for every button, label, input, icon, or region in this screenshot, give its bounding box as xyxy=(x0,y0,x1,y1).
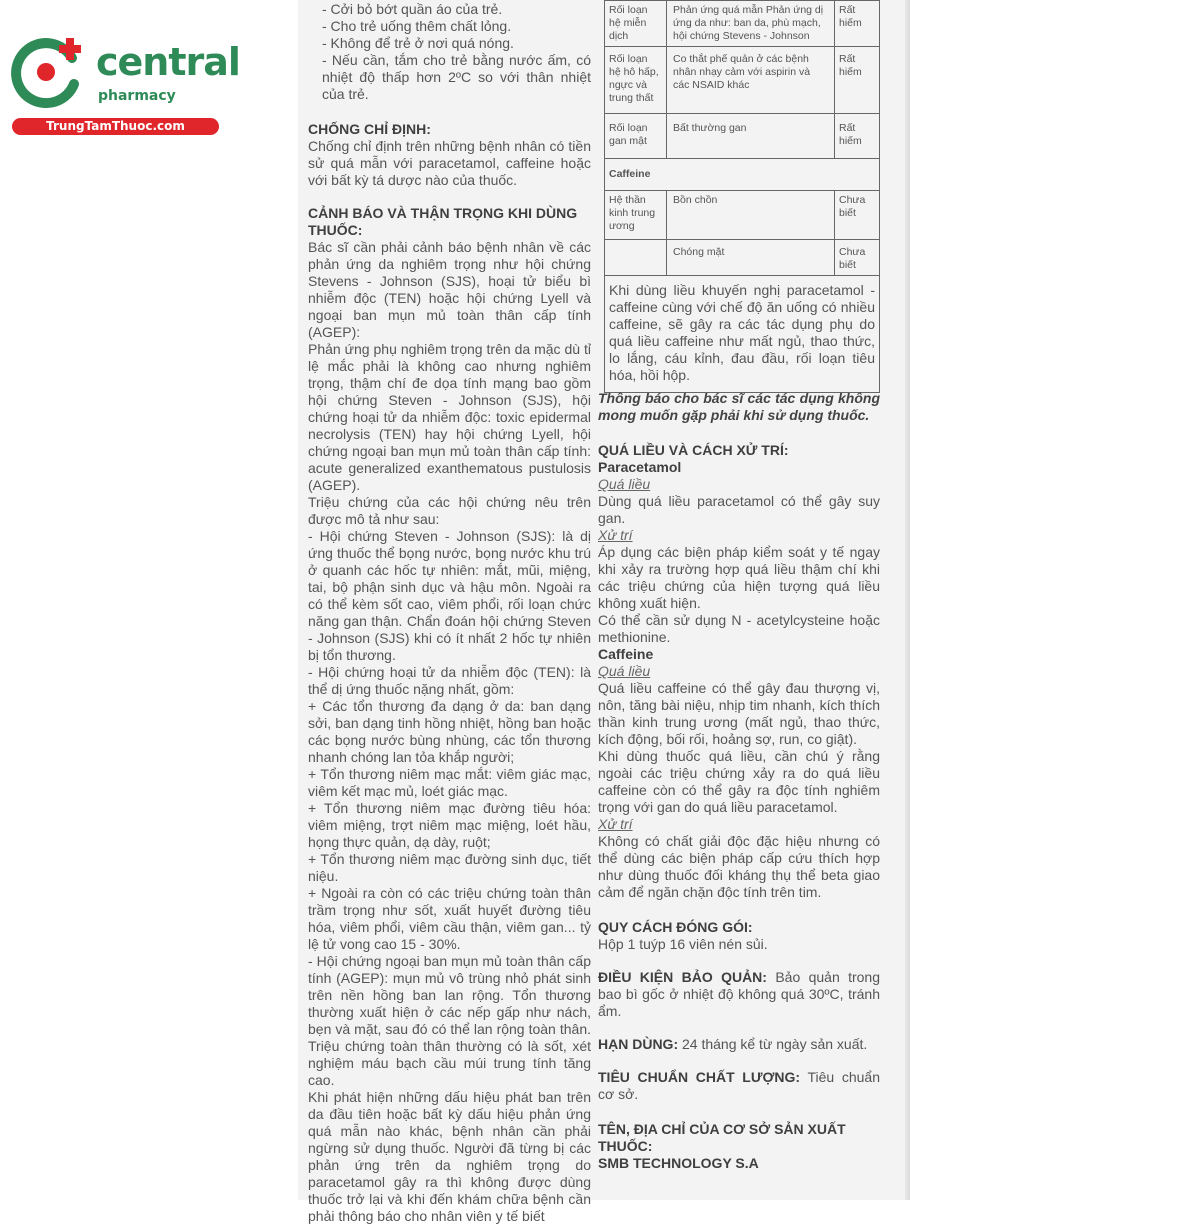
fever-item: - Cho trẻ uống thêm chất lỏng. xyxy=(322,18,512,34)
table-row-caffeine-header xyxy=(605,159,879,191)
table-cell-system: Rối loạn hệ miễn dịch xyxy=(605,1,667,46)
logo-subtitle: pharmacy xyxy=(98,88,176,104)
manufacturer-name: SMB TECHNOLOGY S.A xyxy=(598,1155,759,1171)
table-cell-frequency: Chưa biết xyxy=(839,194,866,219)
table-row xyxy=(605,191,879,240)
table-cell-reaction: Co thắt phế quản ở các bệnh nhân nhạy cảm với aspirin và các NSAID khác xyxy=(667,47,835,113)
warning-paragraph: - Hội chứng hoại tử da nhiễm độc (TEN): là thể dị ứng thuốc nặng nhất, gồm: xyxy=(308,664,591,697)
table-cell-system xyxy=(605,240,667,275)
logo-site-url[interactable]: TrungTamThuoc.com xyxy=(12,118,219,135)
table-row xyxy=(605,1,879,47)
storage-block xyxy=(598,969,880,1020)
warning-paragraph: Triệu chứng của các hội chứng nêu trên được mô tả như sau: xyxy=(308,494,591,527)
table-cell-reaction: Chóng mặt xyxy=(667,240,835,275)
warning-heading: CẢNH BÁO VÀ THẬN TRỌNG KHI DÙNG THUỐC: xyxy=(308,205,578,238)
overdose-heading: QUÁ LIỀU VÀ CÁCH XỬ TRÍ: xyxy=(598,442,789,458)
warning-paragraph: Bác sĩ cần phải cảnh báo bệnh nhân về các phản ứng da nghiêm trọng như hội chứng Stevens - Johnson (SJS), hoại tử biểu bì nhiễm độc (TEN) hoặc hội chứng Lyell và ngoại ban mụn mủ toàn thân cấp tính (AGEP): xyxy=(308,239,591,340)
expiry-block xyxy=(598,1036,880,1053)
treatment-sublabel: Xử trí xyxy=(598,527,633,543)
quality-text: Tiêu chuẩn cơ sở. xyxy=(598,1069,881,1102)
table-row xyxy=(605,114,879,159)
treatment-sublabel: Xử trí xyxy=(598,816,633,832)
expiry-text: 24 tháng kể từ ngày sản xuất. xyxy=(682,1036,868,1052)
table-cell-reaction: Phản ứng quá mẫn Phản ứng dị ứng da như: ban da, phù mạch, hội chứng Stevens - Johnson xyxy=(667,1,835,46)
left-column xyxy=(308,0,591,1225)
paracetamol-treatment-text: Có thể cần sử dụng N - acetylcysteine hoặc methionine. xyxy=(598,612,880,645)
warning-paragraph: Khi phát hiện những dấu hiệu phát ban trên da đầu tiên hoặc bất kỳ dấu hiệu phản ứng quá mẫn nào khác, bệnh nhân cần phải ngừng sử dụng thuốc. Người đã từng bị các phản ứng trên da nghiêm trọng do paracetamol gây ra thì không được dùng thuốc trở lại và khi đến khám chữa bệnh cần phải thông báo cho nhân viên y tế biết xyxy=(308,1089,591,1224)
caffeine-overdose-text: Khi dùng thuốc quá liều, cần chú ý rằng ngoài các triệu chứng xảy ra do quá liều caffeine còn có thể gây ra độc tính nghiêm trọng với gan do quá liều paracetamol. xyxy=(598,748,880,815)
table-row xyxy=(605,240,879,276)
table-caffeine-label: Caffeine xyxy=(609,168,651,180)
warning-paragraph: Phản ứng phụ nghiêm trọng trên da mặc dù tỉ lệ mắc phải là không cao nhưng nghiêm trọng, thậm chí đe dọa tính mạng bao gồm hội chứng Steven - Johnson (SJS), hội chứng hoại tử da nhiễm độc: toxic epidermal necrolysis (TEN) hay hội chứng Lyell, hội chứng ngoại ban mụn mủ toàn thân cấp tính: acute generalized exanthematous pustulosis (AGEP). xyxy=(308,341,591,493)
storage-heading: ĐIỀU KIỆN BẢO QUẢN: xyxy=(598,969,767,985)
paracetamol-overdose-text: Dùng quá liều paracetamol có thể gây suy gan. xyxy=(598,493,880,526)
table-cell-frequency: Chưa biết xyxy=(839,246,866,271)
side-effects-table xyxy=(604,0,880,393)
paracetamol-treatment-text: Áp dụng các biện pháp kiểm soát y tế ngay khi xảy ra trường hợp quá liều thậm chí khi các triệu chứng của hiện tượng quá liều không xuất hiện. xyxy=(598,544,880,611)
warning-paragraph: + Tổn thương niêm mạc mắt: viêm giác mạc, viêm kết mạc mủ, loét giác mạc. xyxy=(308,766,591,799)
pharmacy-logo-icon xyxy=(10,36,88,108)
central-pharmacy-logo xyxy=(10,36,240,136)
warning-paragraph: - Hội chứng Steven - Johnson (SJS): là dị ứng thuốc thể bọng nước, bọng nước khu trú ở quanh các hốc tự nhiên: mắt, mũi, miệng, tai, bộ phận sinh dục và hậu môn. Ngoài ra có thể kèm sốt cao, viêm phổi, rối loạn chức năng gan thận. Chẩn đoán hội chứng Steven - Johnson (SJS) khi có ít nhất 2 hốc tự nhiên bị tổn thương. xyxy=(308,528,591,663)
logo-name: central xyxy=(96,40,240,84)
overdose-sublabel: Quá liều xyxy=(598,476,651,492)
table-cell-frequency: Rất hiếm xyxy=(839,122,862,147)
table-cell-frequency: Rất hiếm xyxy=(839,4,862,29)
table-cell-reaction: Bồn chồn xyxy=(667,191,835,239)
table-cell-system: Rối loạn hệ hô hấp, ngực và trung thất xyxy=(605,47,667,113)
notice-text: Thông báo cho bác sĩ các tác dụng không mong muốn gặp phải khi sử dụng thuốc. xyxy=(598,390,880,423)
table-cell-reaction: Bất thường gan xyxy=(667,114,835,158)
fever-item: - Nếu cần, tắm cho trẻ bằng nước ấm, có nhiệt độ thấp hơn 2ºC so với thân nhiệt của trẻ. xyxy=(322,52,591,102)
paracetamol-label: Paracetamol xyxy=(598,459,682,475)
warning-paragraph: - Hội chứng ngoại ban mụn mủ toàn thân cấp tính (AGEP): mụn mủ vô trùng nhỏ phát sinh trên nền hồng ban lan rộng. Tổn thương thường xuất hiện ở các nếp gấp như nách, bẹn và mặt, sau đó có thể lan rộng toàn thân. Triệu chứng toàn thân thường có là sốt, xét nghiệm máu bạch cầu múi trung tính tăng cao. xyxy=(308,953,591,1088)
paper-edge xyxy=(905,0,910,1200)
contraindication-heading: CHỐNG CHỈ ĐỊNH: xyxy=(308,121,431,137)
overdose-sublabel: Quá liều xyxy=(598,663,651,679)
warning-paragraph: + Ngoài ra còn có các triệu chứng toàn thân trầm trọng như sốt, xuất huyết đường tiêu hóa, viêm phổi, viêm cầu thận, viêm gan... tỷ lệ tử vong cao 15 - 30%. xyxy=(308,885,591,952)
packaging-heading: QUY CÁCH ĐÓNG GÓI: xyxy=(598,919,753,935)
fever-item: - Không để trẻ ở nơi quá nóng. xyxy=(322,35,514,51)
packaging-text: Hộp 1 tuýp 16 viên nén sủi. xyxy=(598,936,768,952)
table-row xyxy=(605,47,879,114)
manufacturer-heading: TÊN, ĐỊA CHỈ CỦA CƠ SỞ SẢN XUẤT THUỐC: xyxy=(598,1121,846,1154)
caffeine-label: Caffeine xyxy=(598,646,654,662)
warning-paragraph: + Các tổn thương đa dạng ở da: ban dạng sởi, ban dạng tinh hồng nhiệt, hồng ban hoặc các bọng nước bùng nhùng, các tổn thương nhanh chóng lan tỏa khắp người; xyxy=(308,698,591,765)
quality-block xyxy=(598,1069,880,1103)
table-cell-frequency: Rất hiếm xyxy=(839,53,862,78)
right-column xyxy=(598,390,880,1172)
table-note: Khi dùng liều khuyến nghị paracetamol - caffeine cùng với chế độ ăn uống có nhiều caffeine, sẽ gây ra các tác dụng phụ do quá liều caffeine như mất ngủ, thao thức, lo lắng, cáu kỉnh, đau đầu, rối loạn tiêu hóa, hồi hộp. xyxy=(609,282,875,383)
storage-text: Bảo quản trong bao bì gốc ở nhiệt độ không quá 30ºC, tránh ẩm. xyxy=(598,969,881,1019)
expiry-heading: HẠN DÙNG: xyxy=(598,1036,679,1052)
table-cell-system: Rối loạn gan mật xyxy=(605,114,667,158)
table-cell-system: Hệ thần kinh trung ương xyxy=(605,191,667,239)
caffeine-overdose-text: Quá liều caffeine có thể gây đau thượng vị, nôn, tăng bài niệu, nhịp tim nhanh, kích thích thần kinh trung ương (mất ngủ, thao thức, kích động, bối rối, hoảng sợ, run, co giật). xyxy=(598,680,880,747)
fever-item: - Cởi bỏ bớt quần áo của trẻ. xyxy=(322,1,503,17)
quality-heading: TIÊU CHUẨN CHẤT LƯỢNG: xyxy=(598,1069,801,1085)
contraindication-text: Chống chỉ định trên những bệnh nhân có tiền sử quá mẫn với paracetamol, caffeine hoặc với bất kỳ tá dược nào của thuốc. xyxy=(308,138,591,188)
warning-paragraph: + Tổn thương niêm mạc đường tiêu hóa: viêm miệng, trợt niêm mạc miệng, loét hầu, họng thực quản, dạ dày, ruột; xyxy=(308,800,591,850)
caffeine-treatment-text: Không có chất giải độc đặc hiệu nhưng có thể dùng các biện pháp cấp cứu thích hợp như dùng thuốc đối kháng thụ thể beta giao cảm để ngăn chặn độc tính trên tim. xyxy=(598,833,880,900)
warning-paragraph: + Tổn thương niêm mạc đường sinh dục, tiết niệu. xyxy=(308,851,591,884)
